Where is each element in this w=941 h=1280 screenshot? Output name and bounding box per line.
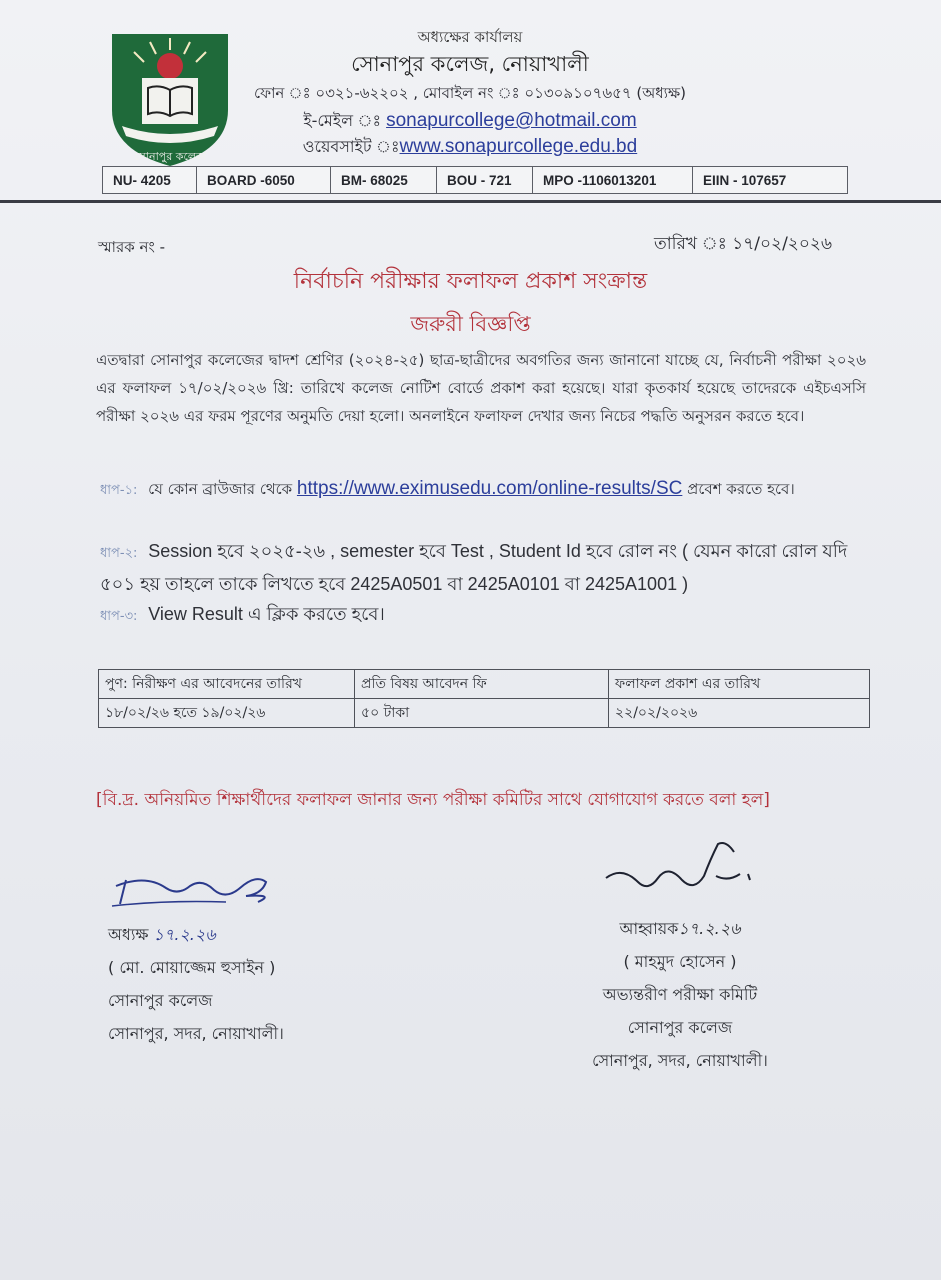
step-3-text: View Result এ ক্লিক করতে হবে। (148, 604, 385, 624)
table-row (99, 699, 870, 728)
results-link[interactable]: https://www.eximusedu.com/online-results/SC (296, 478, 683, 499)
convener-college: সোনাপুর কলেজ (627, 1018, 733, 1037)
code-bm: BM- 68025 (331, 167, 437, 193)
step-3 (100, 600, 385, 631)
step-1-post: প্রবেশ করতে হবে। (687, 480, 795, 498)
convener-designation: আহ্বায়ক (619, 919, 679, 938)
convener-designation-line (560, 912, 800, 945)
principal-block (108, 918, 284, 1050)
step-1-pre: যে কোন ব্রাউজার থেকে (148, 480, 293, 498)
principal-name: ( মো. মোয়াজ্জেম হুসাইন ) (108, 958, 276, 977)
table-header-row (99, 670, 870, 699)
step-1-label: ধাপ-১: (100, 483, 138, 498)
code-nu: NU- 4205 (103, 167, 197, 193)
memo-number: স্মারক নং - (98, 238, 166, 256)
step-1 (100, 474, 860, 506)
notice-title: নির্বাচনি পরীক্ষার ফলাফল প্রকাশ সংক্রান্ত (293, 269, 648, 294)
code-board: BOARD -6050 (197, 167, 331, 193)
code-bou: BOU - 721 (437, 167, 533, 193)
notice-date: তারিখ ঃ ১৭/০২/২০২৬ (654, 234, 833, 254)
step-2-label: ধাপ-২: (100, 546, 138, 561)
step-2 (100, 536, 860, 600)
website-label: ওয়েবসাইট ঃ (302, 137, 400, 156)
email-label: ই-মেইল ঃ (303, 111, 381, 130)
contact-website (240, 134, 700, 161)
institution-codes (102, 166, 848, 194)
principal-designation-line (108, 918, 284, 951)
convener-sign-date: ১৭.২.২৬ (678, 919, 741, 938)
table-cell: ২২/০২/২০২৬ (609, 699, 870, 728)
notice-body: এতদ্বারা সোনাপুর কলেজের দ্বাদশ শ্রেণির (২০২৪-২৫) ছাত্র-ছাত্রীদের অবগতির জন্য জানানো যাচ্ছে যে, নির্বাচনী পরীক্ষা ২০২৬ এর ফলাফল ১৭/০২/২০২৬ খ্রি: তারিখে কলেজ নোটিশ বোর্ডে প্রকাশ করা হয়েছে। যারা কৃতকার্য হয়েছে তাদেরকে এইচএসসি পরীক্ষা ২০২৬ এর ফরম পূরণের অনুমতি দেয়া হলো। অনলাইনে ফলাফল দেখার জন্য নিচের পদ্ধতি অনুসরন করতে হবে। (96, 351, 866, 425)
convener-block (560, 912, 800, 1077)
notice-subtitle: জরুরী বিজ্ঞপ্তি (410, 312, 531, 336)
step-2-text: Session হবে ২০২৫-২৬ , semester হবে Test , Student Id হবে রোল নং ( যেমন কারো রোল যদি ৫০১ হয় তাহলে তাকে লিখতে হবে 2425A0501 বা 2425A0101 বা 2425A1001 ) (100, 541, 848, 594)
website-link[interactable]: www.sonapurcollege.edu.bd (399, 136, 638, 157)
table-header: পুণ: নিরীক্ষণ এর আবেদনের তারিখ (99, 670, 355, 699)
principal-college: সোনাপুর কলেজ (108, 991, 213, 1010)
college-logo (104, 30, 236, 168)
principal-address: সোনাপুর, সদর, নোয়াখালী। (108, 1024, 284, 1043)
principal-designation: অধ্যক্ষ (108, 925, 149, 944)
contact-email (240, 108, 700, 135)
principal-sign-date: ১৭.২.২৬ (153, 925, 216, 944)
contact-phone: ফোন ঃ ০৩২১-৬২২০২ , মোবাইল নং ঃ ০১৩০৯১০৭৬৫৭ (অধ্যক্ষ) (254, 84, 686, 102)
table-cell: ৫০ টাকা (355, 699, 609, 728)
special-note: [বি.দ্র. অনিয়মিত শিক্ষার্থীদের ফলাফল জানার জন্য পরীক্ষা কমিটির সাথে যোগাযোগ করতে বলা হল] (96, 790, 770, 810)
logo-text: সোনাপুর কলেজ (134, 150, 206, 163)
table-header: প্রতি বিষয় আবেদন ফি (355, 670, 609, 699)
convener-address: সোনাপুর, সদর, নোয়াখালী। (592, 1051, 768, 1070)
table-header: ফলাফল প্রকাশ এর তারিখ (609, 670, 870, 699)
office-heading: অধ্যক্ষের কার্যালয় (417, 28, 523, 46)
schedule-table (98, 669, 870, 728)
table-cell: ১৮/০২/২৬ হতে ১৯/০২/২৬ (99, 699, 355, 728)
college-name: সোনাপুর কলেজ, নোয়াখালী (351, 52, 589, 76)
code-eiin: EIIN - 107657 (703, 172, 787, 188)
convener-committee: অভ্যন্তরীণ পরীক্ষা কমিটি (602, 985, 758, 1004)
email-link[interactable]: sonapurcollege@hotmail.com (386, 110, 637, 131)
letterhead-rule (0, 200, 941, 203)
convener-name: ( মাহমুদ হোসেন ) (623, 952, 737, 971)
code-mpo: MPO -1106013201 (533, 167, 693, 193)
step-3-label: ধাপ-৩: (100, 609, 138, 624)
